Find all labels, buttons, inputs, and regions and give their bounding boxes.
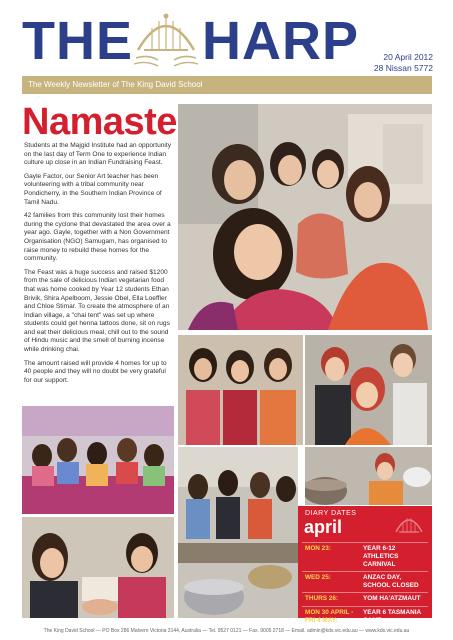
article-paragraph: The amount raised will provide 4 homes for up to 40 people and they will no doubt be very grateful for our support. <box>24 359 167 384</box>
diary-entry-event: YEAR 6 TASMANIA CAMP <box>363 609 421 624</box>
photo-food-service <box>178 447 298 618</box>
photo-henna <box>22 517 174 618</box>
diary-entry-event: YEAR 6-12 ATHLETICS CARNIVAL <box>363 545 399 568</box>
diary-entry <box>302 542 428 571</box>
article-paragraph: The Feast was a huge success and raised $1200 from the sale of delicious Indian vegetarian food that was home cooked by Year 12 students Ethan Brivik, Shira Apelboom, Jessie Obel, Ella Loeffler and Chloe Stimar. To create the atmosphere of an Indian village, a "chai tent" was set up where students could get henna tattoos done, sit on rugs and eat their delicious meal, chill out to the sound of Hindu music and the smell of burning incense while drinking chai. <box>24 268 170 354</box>
diary-dates-panel <box>298 506 432 624</box>
issue-date <box>374 52 433 74</box>
diary-label: DIARY DATES <box>305 510 357 517</box>
diary-entry <box>302 592 428 606</box>
photo-cooking-pot <box>305 447 432 505</box>
article-paragraph: Students at the Majgid Institute had an opportunity on the last day of Term One to experience Indian culture up close in an Indian Fundraising Feast. <box>24 142 171 167</box>
diary-entry-date: WED 25: <box>305 574 331 581</box>
footer-contact-line: The King David School — PO Box 286 Malvern Victoria 3144, Australia — Tel. 9527 0121 — Fax. 9005 2718 — Email. admin@kds.vic.edu.au — www.kds.vic.edu.au <box>43 628 410 634</box>
page-footer <box>0 624 453 640</box>
diary-entries <box>302 542 428 627</box>
article-headline: Namaste <box>22 101 177 143</box>
article-paragraph: Gayle Factor, our Senior Art teacher has been volunteering with a tribal community near Pondicherry, in the Southern Indian Province of Tamil Nadu. <box>24 172 162 206</box>
masthead <box>0 0 453 74</box>
photo-girls-on-rugs <box>22 406 174 514</box>
diary-entry-event: YOM HA'ATZMAUT <box>363 595 421 602</box>
harp-crown-icon <box>128 10 204 72</box>
photo-three-girls <box>178 335 303 445</box>
diary-month: april <box>304 517 343 537</box>
issue-gregorian-date: 20 April 2012 <box>383 52 433 62</box>
diary-entry <box>302 571 428 592</box>
subtitle-bar <box>22 76 432 94</box>
issue-hebrew-date: 28 Nissan 5772 <box>373 63 433 73</box>
newsletter-subtitle: The Weekly Newsletter of The King David School <box>28 80 203 89</box>
harp-icon <box>392 512 426 538</box>
diary-entry-date: MON 23: <box>305 545 331 552</box>
diary-entry-date: THURS 26: <box>305 595 339 602</box>
masthead-title-the: THE <box>22 11 133 71</box>
diary-entry-date: MON 30 APRIL - FRI 4 MAY: <box>305 609 354 624</box>
diary-entry-event: ANZAC DAY, SCHOOL CLOSED <box>363 574 419 589</box>
photo-boy-and-girl <box>305 335 432 445</box>
masthead-title-harp: HARP <box>202 11 360 71</box>
article-paragraph: 42 families from this community lost their homes during the cyclone that devastated the area over a year ago. Gayle, together with a Non Government Organisation (NGO) Samugam, has organised to raise money to rebuild these homes for the community. <box>24 212 171 263</box>
photo-main-group <box>178 104 432 330</box>
article-body <box>24 142 171 390</box>
